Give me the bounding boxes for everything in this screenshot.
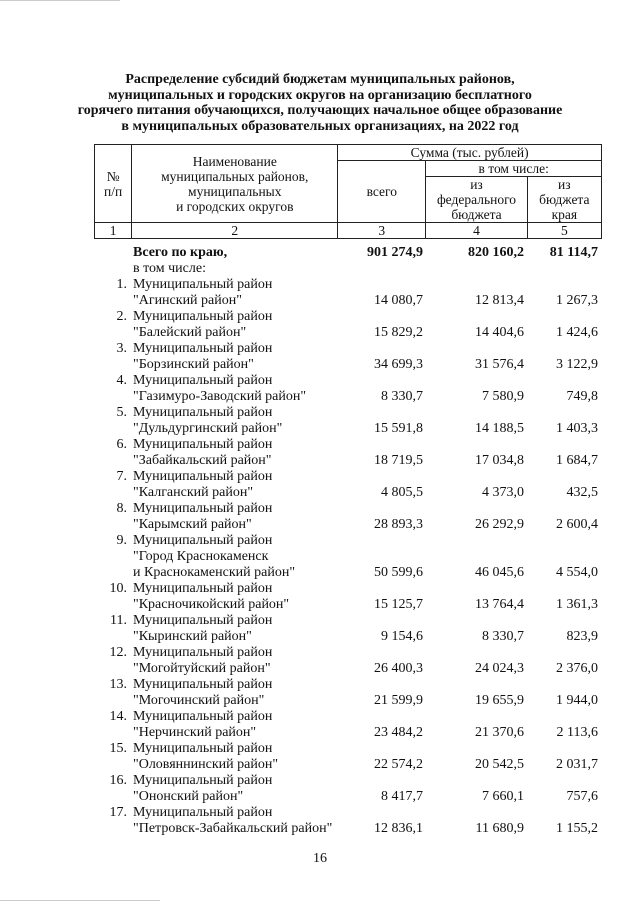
row-name: [131, 709, 338, 741]
row-number: 12.: [109, 645, 127, 660]
row-total: 8 417,7: [381, 789, 423, 804]
row-number: 10.: [109, 581, 127, 596]
row-name-line: "Могочинский район": [133, 693, 265, 708]
row-name-line: Муниципальный район: [133, 645, 273, 660]
row-total: 23 484,2: [374, 725, 423, 740]
row-regional: 749,8: [566, 389, 598, 404]
table-row: [94, 805, 602, 837]
row-regional: 432,5: [566, 485, 598, 500]
row-regional: 2 031,7: [556, 757, 598, 772]
row-name-line: Муниципальный район: [133, 533, 273, 548]
row-number: 9.: [116, 533, 127, 548]
row-name: [131, 677, 338, 709]
header-sum: Сумма (тыс. рублей): [338, 145, 602, 161]
row-total: 21 599,9: [374, 693, 423, 708]
row-total: 12 836,1: [374, 821, 423, 836]
row-name-line: "Газимуро-Заводский район": [133, 389, 307, 404]
row-regional: 2 113,6: [556, 725, 598, 740]
row-name-line: Муниципальный район: [133, 581, 273, 596]
row-number: 13.: [109, 677, 127, 692]
row-name: [131, 405, 338, 437]
row-name: [131, 581, 338, 613]
table-row: [94, 373, 602, 405]
scan-edge-line: [0, 0, 120, 1]
data-table: [94, 245, 602, 837]
row-name-line: Муниципальный район: [133, 277, 273, 292]
table-row: [94, 469, 602, 501]
row-name: [131, 373, 338, 405]
row-number: 17.: [109, 805, 127, 820]
row-total: 4 805,5: [381, 485, 423, 500]
row-name-line: Муниципальный район: [133, 773, 273, 788]
row-number: 5.: [116, 405, 127, 420]
row-regional: 2 600,4: [556, 517, 598, 532]
scan-edge-line: [0, 900, 160, 901]
row-name-line: Муниципальный район: [133, 437, 273, 452]
title-line: горячего питания обучающихся, получающих начальное общее образование: [77, 103, 563, 118]
row-name-line: "Балейский район": [133, 325, 247, 340]
row-total: 28 893,3: [374, 517, 423, 532]
row-name-line: "Карымский район": [133, 517, 252, 532]
row-name: [131, 501, 338, 533]
row-regional: 1 361,3: [556, 597, 598, 612]
row-name: [131, 805, 338, 837]
row-name-line: Муниципальный район: [133, 805, 273, 820]
row-name: [131, 533, 338, 581]
page-number: 16: [313, 851, 327, 866]
title-line: муниципальных и городских округов на организацию бесплатного: [108, 87, 532, 103]
column-numbers-row: [95, 223, 602, 239]
table-row: [94, 437, 602, 469]
row-total: 15 125,7: [374, 597, 423, 612]
row-name-line: "Нерчинский район": [133, 725, 257, 740]
header-federal: из федерального бюджета: [426, 177, 527, 223]
row-total: 14 080,7: [374, 293, 423, 308]
col-number: 2: [132, 223, 338, 239]
row-number: 1.: [116, 277, 127, 292]
total-row: [94, 245, 602, 277]
row-name-line: "Город Краснокаменск: [133, 549, 269, 564]
total-regional: 81 114,7: [549, 245, 598, 260]
row-federal: 14 404,6: [475, 325, 524, 340]
row-federal: 7 580,9: [482, 389, 524, 404]
row-number: 3.: [116, 341, 127, 356]
row-name-line: "Кыринский район": [133, 629, 252, 644]
row-federal: 13 764,4: [475, 597, 524, 612]
total-label: Всего по краю, в том числе:: [133, 245, 228, 276]
table-row: [94, 533, 602, 581]
table-header: [94, 144, 602, 239]
row-regional: 823,9: [566, 629, 598, 644]
row-name-line: "Оловяннинский район": [133, 757, 279, 772]
col-number: 1: [95, 223, 132, 239]
row-federal: 17 034,8: [475, 453, 524, 468]
table-row: [94, 645, 602, 677]
row-number: 4.: [116, 373, 127, 388]
row-name-line: "Петровск-Забайкальский район": [133, 821, 333, 836]
header-num: № п/п: [95, 145, 132, 223]
row-total: 15 591,8: [374, 421, 423, 436]
row-federal: 31 576,4: [475, 357, 524, 372]
row-regional: 1 424,6: [556, 325, 598, 340]
row-name-line: "Борзинский район": [133, 357, 254, 372]
table-row: [94, 773, 602, 805]
row-name-line: "Могойтуйский район": [133, 661, 271, 676]
row-regional: 757,6: [566, 789, 598, 804]
title-line: в муниципальных образовательных организациях, на 2022 год: [121, 118, 519, 134]
row-number: 7.: [116, 469, 127, 484]
row-name: [131, 773, 338, 805]
row-federal: 11 680,9: [475, 821, 524, 836]
table-row: [94, 309, 602, 341]
row-regional: 3 122,9: [556, 357, 598, 372]
row-name-line: "Калганский район": [133, 485, 254, 500]
row-total: 15 829,2: [374, 325, 423, 340]
row-name: [131, 277, 338, 309]
row-name: [131, 469, 338, 501]
row-number: 15.: [109, 741, 127, 756]
row-regional: 1 267,3: [556, 293, 598, 308]
table-row: [94, 277, 602, 309]
row-number: 14.: [109, 709, 127, 724]
row-name-line: Муниципальный район: [133, 613, 273, 628]
header-total: всего: [338, 161, 426, 223]
row-number: 2.: [116, 309, 127, 324]
row-name-line: Муниципальный район: [133, 341, 273, 356]
total-federal: 820 160,2: [468, 245, 524, 260]
row-number: 8.: [116, 501, 127, 516]
table-row: [94, 741, 602, 773]
row-federal: 24 024,3: [475, 661, 524, 676]
row-federal: 26 292,9: [475, 517, 524, 532]
row-name-line: Муниципальный район: [133, 309, 273, 324]
total-value: 901 274,9: [367, 245, 423, 260]
row-name-line: Муниципальный район: [133, 405, 273, 420]
col-number: 4: [426, 223, 527, 239]
col-number: 3: [338, 223, 426, 239]
row-name-line: и Краснокаменский район": [133, 565, 296, 580]
row-name-line: "Агинский район": [133, 293, 242, 308]
row-name-line: Муниципальный район: [133, 501, 273, 516]
row-name-line: "Забайкальский район": [133, 453, 272, 468]
row-regional: 2 376,0: [556, 661, 598, 676]
row-number: 16.: [109, 773, 127, 788]
header-regional: из бюджета края: [527, 177, 601, 223]
row-name: [131, 645, 338, 677]
row-number: 6.: [116, 437, 127, 452]
col-number: 5: [527, 223, 601, 239]
table-row: [94, 677, 602, 709]
row-name: [131, 741, 338, 773]
row-name: [131, 309, 338, 341]
row-federal: 7 660,1: [482, 789, 524, 804]
row-regional: 1 944,0: [556, 693, 598, 708]
row-federal: 46 045,6: [475, 565, 524, 580]
row-federal: 12 813,4: [475, 293, 524, 308]
table-row: [94, 613, 602, 645]
table-row: [94, 405, 602, 437]
table-row: [94, 501, 602, 533]
row-total: 50 599,6: [374, 565, 423, 580]
row-name-line: "Дульдургинский район": [133, 421, 283, 436]
row-total: 26 400,3: [374, 661, 423, 676]
row-name-line: Муниципальный район: [133, 469, 273, 484]
header-name: Наименование муниципальных районов, муниципальных и городских округов: [132, 145, 338, 223]
row-name-line: Муниципальный район: [133, 677, 273, 692]
row-name: [131, 613, 338, 645]
row-federal: 21 370,6: [475, 725, 524, 740]
table-row: [94, 709, 602, 741]
row-federal: 19 655,9: [475, 693, 524, 708]
row-regional: 1 684,7: [556, 453, 598, 468]
row-regional: 1 155,2: [556, 821, 598, 836]
row-total: 8 330,7: [381, 389, 423, 404]
row-total: 18 719,5: [374, 453, 423, 468]
row-name-line: Муниципальный район: [133, 373, 273, 388]
row-federal: 14 188,5: [475, 421, 524, 436]
row-name: [131, 437, 338, 469]
row-total: 34 699,3: [374, 357, 423, 372]
row-name-line: "Красночикойский район": [133, 597, 290, 612]
row-federal: 8 330,7: [482, 629, 524, 644]
row-total: 22 574,2: [374, 757, 423, 772]
row-total: 9 154,6: [381, 629, 423, 644]
row-name-line: Муниципальный район: [133, 709, 273, 724]
row-name: [131, 341, 338, 373]
document-title: [0, 72, 640, 134]
row-name-line: "Ононский район": [133, 789, 244, 804]
table-row: [94, 341, 602, 373]
row-regional: 4 554,0: [556, 565, 598, 580]
title-line: Распределение субсидий бюджетам муниципальных районов,: [125, 72, 515, 87]
row-name-line: Муниципальный район: [133, 741, 273, 756]
header-including: в том числе:: [426, 161, 602, 177]
row-regional: 1 403,3: [556, 421, 598, 436]
row-number: 11.: [110, 613, 127, 628]
row-federal: 20 542,5: [475, 757, 524, 772]
table-row: [94, 581, 602, 613]
row-federal: 4 373,0: [482, 485, 524, 500]
